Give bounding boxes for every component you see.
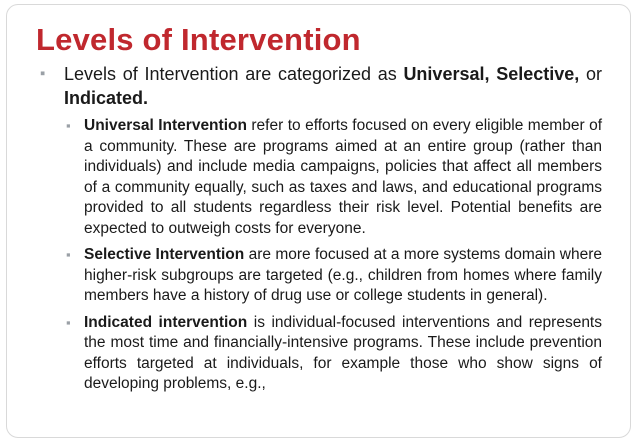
level1-universal: Universal, — [403, 64, 490, 84]
bullet-icon: ▪ — [66, 247, 71, 262]
selective-intervention-term: Selective Intervention — [84, 246, 245, 263]
level1-selective: Selective, — [496, 64, 580, 84]
level1-indicated: Indicated. — [64, 88, 149, 108]
bullet-icon: ▪ — [66, 314, 71, 330]
bullet-icon: ▪ — [40, 65, 46, 82]
universal-intervention-term: Universal Intervention — [84, 117, 247, 134]
slide-title: Levels of Intervention — [36, 22, 361, 57]
level1-bullet — [36, 62, 602, 110]
indicated-intervention-term: Indicated intervention — [84, 313, 248, 331]
universal-intervention-bullet — [36, 116, 602, 239]
selective-intervention-bullet — [36, 245, 602, 307]
selective-intervention-text: are more focused at a more systems domain where higher-risk subgroups are targeted (e.g., children from homes where family members have a history of drug use or college students in general). — [84, 246, 602, 304]
slide-content — [36, 62, 602, 395]
level1-text: Levels of Intervention are categorized as — [64, 64, 404, 84]
bullet-icon: ▪ — [66, 118, 71, 133]
universal-intervention-text: refer to efforts focused on every eligible member of a community. These are programs aimed at an entire group (rather than individuals) and include media campaigns, policies that affect all members of a community equally, such as taxes and laws, and educational programs provided to all students regardless their risk level. Potential benefits are expected to outweigh costs for everyone. — [84, 117, 602, 237]
indicated-intervention-bullet — [36, 313, 602, 395]
level1-or: or — [579, 64, 602, 84]
indicated-intervention-text: is individual-focused interventions and represents the most time and financially-intensive programs. These include prevention efforts targeted at individuals, for example those who show signs of developing problems, e.g., — [84, 313, 602, 392]
